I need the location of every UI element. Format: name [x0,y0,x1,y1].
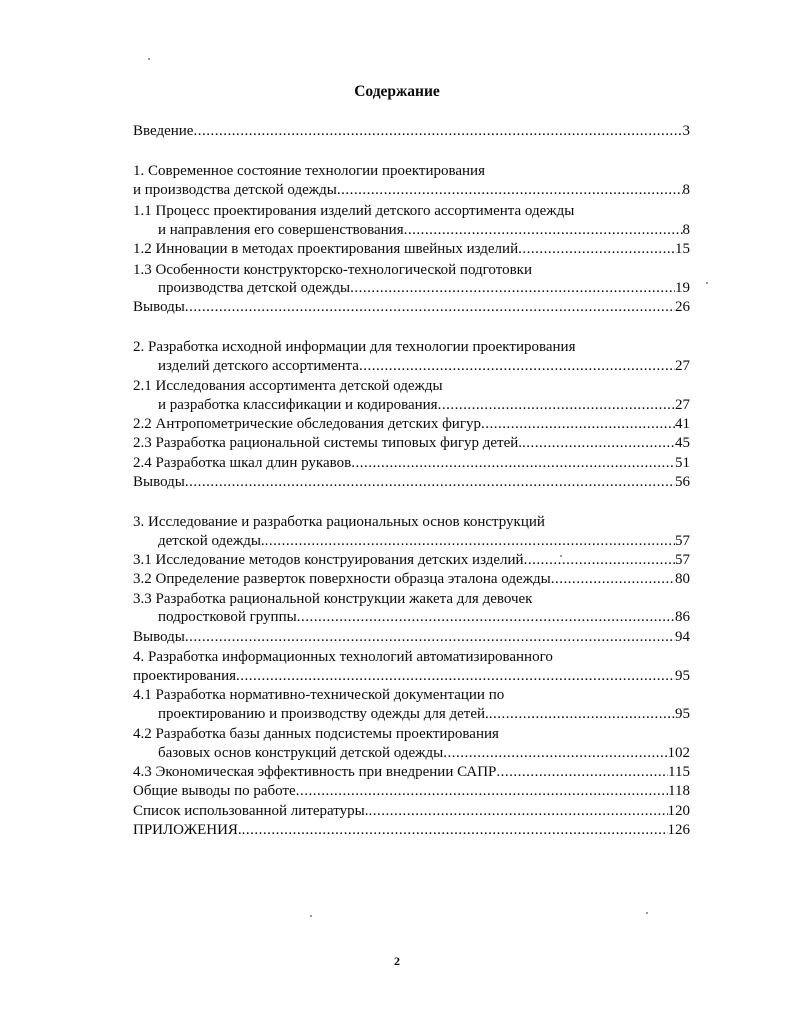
toc-page-number: 41 [675,416,690,432]
toc-entry-text: базовых основ конструкций детской одежды [158,745,444,761]
toc-entry-text: ПРИЛОЖЕНИЯ. [133,822,242,838]
toc-entry-text: проектированию и производству одежды для детей. [158,706,489,722]
toc-entry-text: детской одежды. [158,533,265,549]
page-number: 2 [394,954,400,968]
dot-leader [481,414,675,434]
toc-entry-text: 1.3 Особенности конструкторско-технологической подготовки [133,262,532,278]
toc-line [133,762,690,782]
dot-leader [185,627,675,647]
toc-entry-text: 4.2 Разработка базы данных подсистемы проектирования [133,726,499,742]
dot-leader [518,239,675,259]
toc-line [133,627,690,647]
toc-page-number: 19 [675,280,690,296]
toc-page-number: 126 [667,822,690,838]
toc-entry-text: Выводы [133,629,185,645]
toc-entry-text: производства детской одежды [158,280,351,296]
toc-entry-text: 4. Разработка информационных технологий автоматизированного [133,649,553,665]
toc-line [158,704,690,724]
dot-leader [185,472,675,492]
dot-leader [296,781,668,801]
toc-page-number: 57 [675,533,690,549]
toc-page-number: 115 [668,764,690,780]
toc-entry-text: 1. Современное состояние технологии проектирования [133,163,485,179]
dot-leader [496,762,668,782]
toc-entry-text: 2. Разработка исходной информации для технологии проектирования [133,339,576,355]
toc-page-number: 94 [675,629,690,645]
toc-entry-text: 2.4 Разработка шкал длин рукавов [133,455,352,471]
toc-page-number: 95 [675,668,690,684]
toc-entry-text: Список использованной литературы. [133,803,369,819]
toc-entry-text: изделий детского ассортимента [158,358,359,374]
toc-line [133,685,504,705]
toc-line [133,647,553,667]
dot-leader [242,820,668,840]
toc-page-number: 15 [675,241,690,257]
dot-leader [337,180,683,200]
toc-line [133,121,690,141]
toc-line [133,337,575,357]
page-title: Содержание [354,83,440,100]
toc-line [133,781,690,801]
toc-entry-text: 2.1 Исследования ассортимента детской одежды [133,378,443,394]
toc-entry-text: 1.2 Инновации в методах проектирования швейных изделий [133,241,519,257]
dot-leader [438,395,675,415]
toc-page-number: 102 [667,745,690,761]
toc-line [158,220,690,240]
dot-leader [404,220,683,240]
toc-line [133,666,690,686]
toc-entry-text: Введение [133,123,194,139]
toc-line [133,512,545,532]
toc-line [133,180,690,200]
toc-entry-text: и разработка классификации и кодирования [158,397,438,413]
toc-page-number: 51 [675,455,690,471]
toc-line [158,743,690,763]
toc-line [133,201,574,221]
dot-leader [297,607,675,627]
toc-line [158,395,690,415]
dot-leader [489,704,675,724]
toc-line [133,414,690,434]
dot-leader [524,550,675,570]
dot-leader [359,356,675,376]
toc-line [133,589,532,609]
dot-leader [551,569,675,589]
toc-line [133,569,690,589]
dot-leader [236,666,675,686]
toc-entry-text: и производства детской одежды [133,182,337,198]
toc-entry-text: 3.3 Разработка рациональной конструкции жакета для девочек [133,591,533,607]
toc-entry-text: 2.2 Антропометрические обследования детских фигур [133,416,481,432]
dot-leader [443,743,667,763]
toc-entry-text: 4.1 Разработка нормативно-технической документации по [133,687,505,703]
dot-leader [522,433,675,453]
toc-entry-text: 3. Исследование и разработка рациональных основ конструкций [133,514,545,530]
toc-line [133,801,690,821]
toc-line [158,278,690,298]
dot-leader [350,278,675,298]
toc-page-number: 27 [675,358,690,374]
toc-page-number: 118 [668,783,690,799]
toc-page-number: 95 [675,706,690,722]
toc-page-number: 56 [675,474,690,490]
toc-page-number: 120 [667,803,690,819]
toc-line [158,607,690,627]
toc-page-number: 26 [675,299,690,315]
toc-entry-text: Общие выводы по работе [133,783,296,799]
toc-entry-text: проектирования [133,668,237,684]
toc-entry-text: 2.3 Разработка рациональной системы типовых фигур детей. [133,435,523,451]
toc-page-number: 8 [682,182,690,198]
toc-entry-text: 1.1 Процесс проектирования изделий детского ассортимента одежды [133,203,575,219]
toc-page-number: 57 [675,552,690,568]
dot-leader [351,453,675,473]
toc-line [133,161,485,181]
toc-line [133,820,690,840]
toc-entry-text: Выводы [133,474,185,490]
toc-page-number: 45 [675,435,690,451]
toc-entry-text: Выводы [133,299,185,315]
toc-page-number: 3 [682,123,690,139]
toc-line [133,433,690,453]
toc-entry-text: 3.1 Исследование методов конструирования детских изделий [133,552,524,568]
toc-line [133,239,690,259]
toc-entry-text: подростковой группы [158,609,297,625]
dot-leader [193,121,682,141]
toc-line [133,260,532,280]
dot-leader [185,297,675,317]
toc-line [133,472,690,492]
dot-leader [265,531,675,551]
toc-page-number: 86 [675,609,690,625]
toc-page-number: 27 [675,397,690,413]
toc-line [158,531,690,551]
toc-line [133,453,690,473]
toc-line [133,724,499,744]
toc-page-number: 80 [675,571,690,587]
toc-line [158,356,690,376]
toc-line [133,297,690,317]
toc-entry-text: 4.3 Экономическая эффективность при внедрении САПР [133,764,497,780]
toc-line [133,376,443,396]
dot-leader [369,801,668,821]
toc-line [133,550,690,570]
toc-page-number: 8 [682,222,690,238]
toc-entry-text: 3.2 Определение разверток поверхности образца эталона одежды [133,571,551,587]
toc-entry-text: и направления его совершенствования [158,222,404,238]
